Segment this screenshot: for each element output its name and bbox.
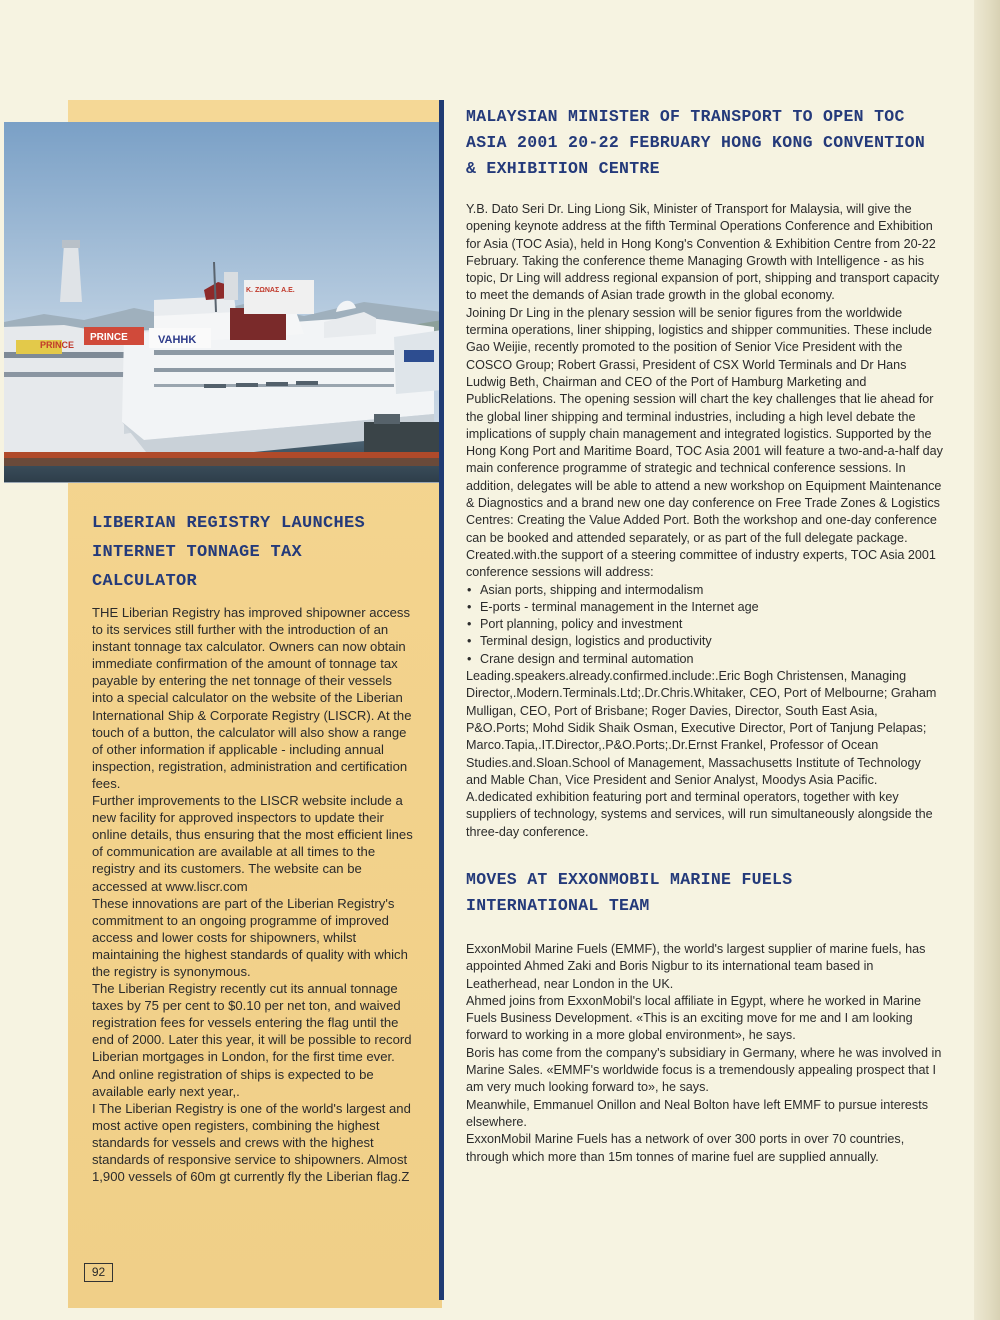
left-paragraph: I The Liberian Registry is one of the world's largest and most active open registers, combining the highest standards for vessels and crews with the highest standards of responsive service to shipowners. Almost 1,900 vessels of 60m gt currently fly the Liberian flag.Z [92, 1100, 411, 1185]
left-article-body [92, 604, 414, 1185]
bullet-item: • Terminal design, logistics and productivity [466, 633, 944, 650]
exxon-paragraph: ExxonMobil Marine Fuels has a network of over 300 ports in over 70 countries, through which more than 15m tonnes of marine fuel are supplied annually. [466, 1132, 905, 1164]
right-column [466, 104, 944, 1166]
right-paragraph: Joining Dr Ling in the plenary session will be senior figures from the worldwide termina operations, liner shipping, logistics and shipper communities. These include Gao Weijie, recently promoted to the position of Senior Vice President with the COSCO Group; Robert Grassi, President of CSX World Terminals and Dr Hans Ludwig Beth, Chairman and CEO of the Port of Hamburg Marketing and PublicRelations. The opening session will chart the key challenges that lie ahead for the global liner shipping and terminal industries, including a high level debate the implications of supply chain management and integrated logistics. Supported by the Hong Kong Port and Maritime Board, TOC Asia 2001 will feature a two-and-a-half day main conference programme of strategic and technical conference sessions. In addition, delegates will be able to attend a new workshop on Equipment Maintenance & Diagnostics and a brand new one day conference on Free Trade Zones & Logistics Centres: Creating the Value Added Port. Both the workshop and one-day conference can be booked and attended separately, or as part of the full delegate package. [466, 305, 943, 545]
exxon-paragraph: ExxonMobil Marine Fuels (EMMF), the world's largest supplier of marine fuels, has appointed Ahmed Zaki and Boris Nigbur to its international team based in Leatherhead, near London in the UK. [466, 941, 926, 991]
bullet-item: • E-ports - terminal management in the Internet age [466, 599, 944, 616]
bullet-item: • Asian ports, shipping and intermodalism [466, 582, 944, 599]
left-paragraph: Further improvements to the LISCR website include a new facility for approved inspectors to update their online details, thus ensuring that the most efficient lines of communication are available at all times to the registry and its customers. The website can be accessed at www.liscr.com [92, 793, 413, 894]
right-paragraph: Created.with.the support of a steering committee of industry experts, TOC Asia 2001 conference sessions will address: [466, 547, 936, 580]
right-paragraph: Studies.and.Sloan.School of Management, Massachusetts Institute of Technology and Mable Chan, Vice President and Senior Analyst, Moodys Asia Pacific. A.dedicated exhibition featuring port and terminal operators, together with key suppliers of technology, systems and services, will run simultaneously alongside the three-day conference. [466, 755, 933, 839]
page-number: 92 [84, 1263, 113, 1282]
exxon-paragraph: Ahmed joins from ExxonMobil's local affiliate in Egypt, where he worked in Marine Fuels Business Development. «This is an exciting move for me and I am looking forward to working in a more global environment», he says. [466, 993, 922, 1043]
right-article-body [466, 201, 944, 841]
left-paragraph: The Liberian Registry recently cut its annual tonnage taxes by 75 per cent to $0.10 per net ton, and waived registration fees for vessels entering the flag until the end of 2000. Later this year, it will be possible to record Liberian mortgages in London, for the first time ever. And online registration of ships is expected to be available early next year,. [92, 981, 412, 1099]
exxon-paragraph: Meanwhile, Emmanuel Onillon and Neal Bolton have left EMMF to pursue interests elsewhere. [466, 1097, 928, 1129]
photo-sign-prince-2: PRINCE [90, 332, 128, 343]
left-paragraph: These innovations are part of the Liberian Registry's commitment to an ongoing programme of improved access and lower costs for shipowners, whilst maintaining the highest standards of quality with which the registry is synonymous. [92, 895, 408, 979]
ferry-photo [4, 122, 442, 483]
session-topics-list [466, 582, 944, 668]
right-article-title: MALAYSIAN MINISTER OF TRANSPORT TO OPEN TOC ASIA 2001 20-22 FEBRUARY HONG KONG CONVENTION & EXHIBITION CENTRE [466, 107, 926, 178]
photo-sign-zonas: K. ZΩNAΣ A.E. [246, 287, 295, 294]
page-fold-shadow [974, 0, 1000, 1320]
column-divider [439, 100, 444, 1300]
exxonmobil-article-body [466, 941, 944, 1166]
exxonmobil-article-title: MOVES AT EXXONMOBIL MARINE FUELS INTERNATIONAL TEAM [466, 869, 793, 915]
right-paragraph: Y.B. Dato Seri Dr. Ling Liong Sik, Minister of Transport for Malaysia, will give the opening keynote address at the fifth Terminal Operations Conference and Exhibition for Asia (TOC Asia), held in Hong Kong's Convention & Exhibition Centre from 20-22 February. Taking the conference theme Managing Growth with Intelligence - as his topic, Dr Ling will address regional expansion of port, shipping and transport capacity to meet the demands of Asian trade growth in the global economy. [466, 202, 940, 303]
bullet-item: • Crane design and terminal automation [466, 651, 944, 668]
photo-sign-prince-1: PRINCE [40, 340, 75, 350]
exxon-paragraph: Boris has come from the company's subsidiary in Germany, where he was involved in Marine Sales. «EMMF's worldwide focus is a tremendously appealing prospect that I am very much looking forward to», he says. [466, 1045, 942, 1095]
right-paragraph: Leading.speakers.already.confirmed.include:.Eric Bogh Christensen, Managing Director,.Modern.Terminals.Ltd;.Dr.Chris.Whitaker, CEO, Port of Melbourne; Graham Mulligan, CEO, Port of Brisbane; Roger Davies, Director, South East Asia, P&O.Ports; Mohd Sidik Shaik Osman, Executive Director, Port of Tanjung Pelapas; Marco.Tapia,.IT.Director,.P&O.Ports;.Dr.Ernst Frankel, Professor of Ocean [466, 669, 937, 753]
left-paragraph: THE Liberian Registry has improved shipowner access to its services still further with the introduction of an instant tonnage tax calculator. Owners can now obtain immediate confirmation of the amount of tonnage tax payable by entering the net tonnage of their vessels into a special calculator on the website of the Liberian International Ship & Corporate Registry (LISCR). At the touch of a button, the calculator will also show a range of other information if applicable - including annual inspection, registration, administration and certification fees. [92, 605, 412, 791]
photo-sign-vahhk: VAHHK [158, 334, 197, 346]
left-article-title: LIBERIAN REGISTRY LAUNCHES INTERNET TONNAGE TAX CALCULATOR [92, 514, 366, 591]
bullet-item: • Port planning, policy and investment [466, 616, 944, 633]
